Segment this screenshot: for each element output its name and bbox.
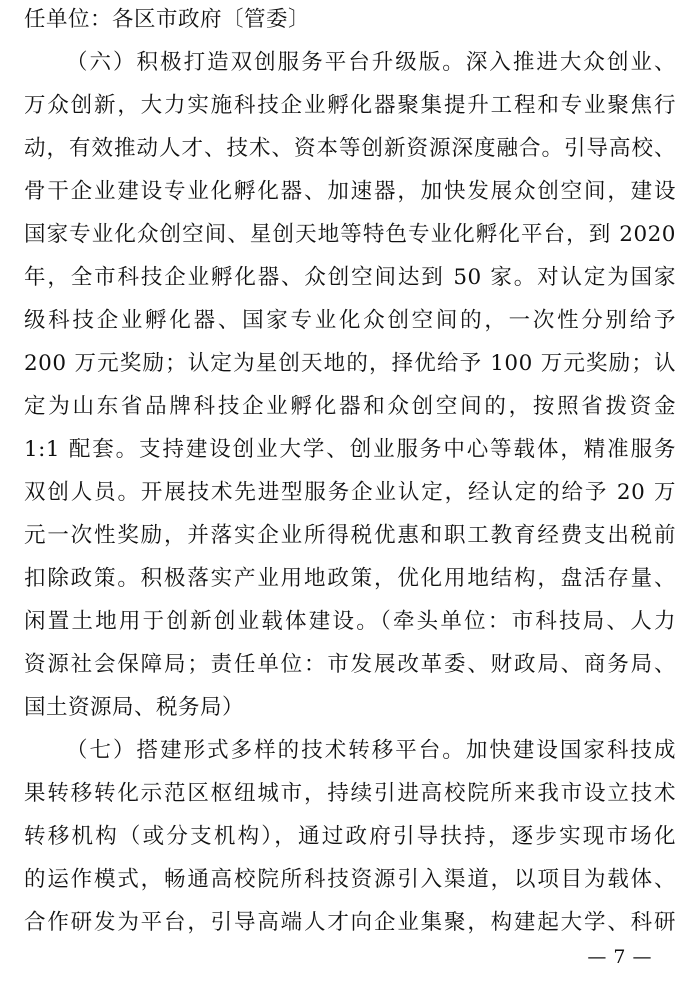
paragraph-line: 定为山东省品牌科技企业孵化器和众创空间的，按照省拨资金 xyxy=(24,394,676,419)
page-number: — 7 — xyxy=(587,946,652,968)
paragraph-line: 200 万元奖励；认定为星创天地的，择优给予 100 万元奖励；认 xyxy=(24,351,676,376)
paragraph-line-continuation: 任单位：各区市政府〔管委〕 xyxy=(24,7,311,32)
paragraph-line: 果转移转化示范区枢纽城市，持续引进高校院所来我市设立技术 xyxy=(24,781,676,806)
paragraph-line: 合作研发为平台，引导高端人才向企业集聚，构建起大学、科研 xyxy=(24,910,676,935)
paragraph-line: 级科技企业孵化器、国家专业化众创空间的，一次性分别给予 xyxy=(24,308,676,333)
paragraph-line: 闲置土地用于创新创业载体建设。（牵头单位：市科技局、人力 xyxy=(24,609,676,634)
paragraph-line: 动，有效推动人才、技术、资本等创新资源深度融合。引导高校、 xyxy=(24,136,676,161)
paragraph-line: 万众创新，大力实施科技企业孵化器聚集提升工程和专业聚焦行 xyxy=(24,93,676,118)
paragraph-line: 元一次性奖励，并落实企业所得税优惠和职工教育经费支出税前 xyxy=(24,523,676,548)
paragraph-line: 年，全市科技企业孵化器、众创空间达到 50 家。对认定为国家 xyxy=(24,265,676,290)
paragraph-line-last: 国土资源局、税务局） xyxy=(24,695,245,720)
paragraph-line: 双创人员。开展技术先进型服务企业认定，经认定的给予 20 万 xyxy=(24,480,676,505)
paragraph-line: 转移机构（或分支机构），通过政府引导扶持，逐步实现市场化 xyxy=(24,824,676,849)
paragraph-line: 1:1 配套。支持建设创业大学、创业服务中心等载体，精准服务 xyxy=(24,437,676,462)
paragraph-line: 资源社会保障局；责任单位：市发展改革委、财政局、商务局、 xyxy=(24,652,676,677)
paragraph-heading-seven: （七）搭建形式多样的技术转移平台。加快建设国家科技成 xyxy=(66,738,676,763)
paragraph-line: 骨干企业建设专业化孵化器、加速器，加快发展众创空间，建设 xyxy=(24,179,676,204)
paragraph-line: 的运作模式，畅通高校院所科技资源引入渠道，以项目为载体、 xyxy=(24,867,676,892)
paragraph-line: 扣除政策。积极落实产业用地政策，优化用地结构，盘活存量、 xyxy=(24,566,676,591)
paragraph-line: 国家专业化众创空间、星创天地等特色专业化孵化平台，到 2020 xyxy=(24,222,676,247)
paragraph-heading-six: （六）积极打造双创服务平台升级版。深入推进大众创业、 xyxy=(66,50,676,75)
